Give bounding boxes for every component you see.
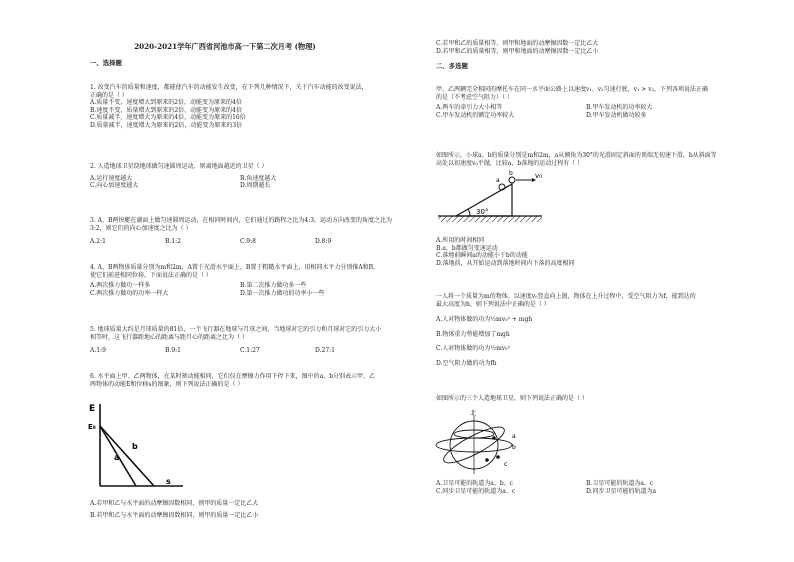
incline-projectile-figure [436, 170, 546, 232]
q9-option-a: A.人对物体做的功为½mv₀² + mgh [436, 316, 533, 323]
ball-a-label: a [496, 177, 500, 184]
q1-line-1: 1. 改变汽车的质量和速度，都能使汽车的动能发生改变，在下列几种情况下，关于汽车动能的改变说法， [90, 84, 368, 91]
line-a-label: a [114, 453, 120, 462]
q7-line-1: 甲、乙两辆完全相同的摩托车在同一水平面公路上以速度v₁、v₂匀速行驶，v₁ > v₂，下列各项说法正确 [436, 86, 709, 93]
q9-option-b: B.物体重力势能增加了mgh [436, 330, 510, 338]
q6-option-a: A.若甲和乙与水平面的动摩擦因数相同，则甲的质量一定比乙大 [90, 500, 259, 507]
q1-option-a: A.质量不变，速度增大到原来的2倍，动能变为原来的4倍 [90, 99, 242, 106]
q1-option-d: D.质量减半，速度增大为原来的2倍，动能变为原来的3倍 [90, 121, 243, 129]
orbit-b-label: b [512, 444, 516, 451]
q8-line-1: 如图所示，小球a、b的质量分别是m和2m，a从倾角为30°的光滑固定斜面的顶端无初速下滑，b从斜面等 [436, 152, 717, 159]
question-8-options [436, 237, 575, 267]
q4-option-d: D.第一次推力做功的功率小一些 [240, 289, 325, 297]
angle-label: 30° [476, 208, 489, 216]
q3-option-b: B.1:2 [165, 238, 181, 245]
question-3 [90, 217, 392, 246]
q4-option-a: A.两次推力做功一样多 [90, 282, 151, 289]
question-10 [436, 395, 588, 403]
q6-line-1: 6. 水平面上甲、乙两物体，在某时刻动能相同，它们仅在摩擦力作用下停下来，图中的a、b分别表示甲、乙 [90, 373, 376, 380]
q9-option-c: C.人对物体做的功为½mv₀² [436, 345, 510, 352]
q1-line-2: 正确的是（ ） [90, 91, 128, 99]
q7-option-a: A.两车的牵引力大小相等 [436, 104, 503, 111]
question-2 [90, 163, 390, 190]
q8-option-c: C.落地前瞬间a的动能小于b的动能 [436, 252, 528, 259]
satellite-orbits-figure [432, 408, 522, 480]
question-7 [436, 86, 736, 119]
question-6-continued [436, 40, 599, 55]
q10-option-c: C.同步卫星可能的轨道为a、c [436, 487, 516, 495]
q4-line-1: 4. A、B两物体质量分别为m和2m，A置于光滑水平面上，B置于粗糙水平面上，用相同水平力分别推A和B， [90, 264, 380, 271]
question-10-options [436, 480, 736, 495]
orbit-a-label: a [512, 433, 516, 440]
q2-option-b: B.角速度越大 [240, 174, 277, 182]
q3-line-2: 3:2，则它们的向心加速度之比为（ ） [90, 224, 192, 232]
q8-option-d: D.落地前，从开始运动到落地时间内下落的高度相同 [436, 259, 575, 267]
q6-option-b: B.若甲和乙与水平面的动摩擦因数相同，则甲的质量一定比乙小 [90, 511, 259, 519]
q9-option-d: D.空气阻力做的功为fh [436, 359, 497, 367]
q4-option-b: B.第二次推力做功多一些 [240, 282, 307, 289]
question-8 [436, 152, 717, 167]
v0-label: v₀ [535, 172, 542, 180]
q5-option-c: C.1:27 [240, 347, 260, 354]
question-5 [90, 326, 390, 355]
question-6 [90, 373, 375, 388]
q8-line-2: 高处以初速度v₀平抛，比较a、b落地的运动过程有（ ） [436, 159, 584, 167]
q5-option-b: B.9:1 [165, 347, 181, 354]
q1-option-c: C.质量减半，速度增大为原来的4倍，动能变为原来的16倍 [90, 114, 246, 121]
q10-option-b: B.卫星可能的轨道为a、c [586, 480, 654, 487]
q8-option-a: A.所用的时间相同 [436, 237, 485, 244]
line-b-label: b [132, 442, 138, 451]
q6-option-c: C.若甲和乙的质量相等，则甲和地面的动摩擦因数一定比乙大 [436, 40, 599, 47]
q10-line-1: 如图所示的三个人造地球卫星，则下列说法正确的是（ ） [436, 395, 588, 402]
q7-option-b: B.甲车发动机的功率较大 [586, 104, 653, 111]
axis-e-label: E [89, 404, 96, 414]
q3-option-a: A.2:1 [90, 238, 106, 245]
energy-displacement-graph [88, 398, 188, 493]
q4-option-c: C.两次推力做功的功率一样大 [90, 289, 169, 297]
q6-line-2: 两物体的动能E和位移s的图象，则下列说法正确的是（ ） [90, 380, 244, 388]
q2-line-1: 2. 人造地球卫星绕地球做匀速圆周运动，则离地面越近的卫星（ ） [90, 163, 268, 170]
q2-option-d: D.周期越长 [240, 182, 271, 189]
axis-s-label: s [166, 477, 171, 486]
q10-option-a: A.卫星可能的轨道为a、b、c [436, 480, 514, 487]
q9-line-2: 最大高度为h，则下列说法中正确的是（ ） [436, 300, 550, 308]
q5-line-1: 5. 地球质量大约是月球质量的81倍，一个飞行器在地球与月球之间，当地球对它的引力和月球对它的引力大小 [90, 326, 382, 333]
page-title: 2020-2021学年广西省河池市高一下第二次月考 (物理) [134, 42, 316, 51]
question-6-options [90, 500, 258, 519]
q3-line-1: 3. A、B两快艇在湖面上做匀速圆周运动，在相同时间内，它们通过的路程之比为4:3，运动方向改变的角度之比为 [90, 217, 393, 224]
q4-line-2: 使它们前进相同位移，下面说法正确的是（ ） [90, 271, 212, 279]
q3-option-c: C.9:8 [240, 238, 256, 245]
question-1 [90, 84, 368, 129]
q5-line-2: 相等时，这飞行器距地心的距离与距月心的距离之比为（ ） [90, 333, 248, 341]
q10-option-d: D.同步卫星可能的轨道为a [586, 487, 657, 495]
north-label: 北 [470, 410, 477, 417]
q9-line-1: 一人将一个质量为m的物体，以速度v₀竖直向上抛，物体在上升过程中，受空气阻力为f，能到达的 [436, 293, 696, 300]
question-9 [436, 293, 696, 367]
q7-line-2: 的是（不考虑空气阻力）（ ） [436, 93, 513, 101]
question-4 [90, 264, 390, 297]
q5-option-d: D.27:1 [315, 347, 335, 354]
e0-label: E₀ [88, 423, 96, 431]
ball-b-label: b [509, 170, 513, 177]
orbit-c-label: c [504, 461, 508, 468]
q7-option-d: D.甲车发动机做功较多 [586, 111, 647, 119]
q7-option-c: C.甲车发动机的额定功率较大 [436, 111, 515, 119]
section-1-heading: 一、选择题 [90, 59, 122, 67]
q3-option-d: D.8:9 [315, 238, 332, 245]
q6-option-d: D.若甲和乙的质量相等，则甲和地面的动摩擦因数一定比乙小 [436, 47, 599, 55]
q8-option-b: B.a、b都做匀变速运动 [436, 244, 498, 252]
q2-option-a: A.运行速度越大 [90, 174, 133, 182]
q1-option-b: B.速度不变，质量增大到原来的2倍，动能变为原来的4倍 [90, 106, 242, 114]
q2-option-c: C.向心加速度越大 [90, 182, 139, 189]
section-2-heading: 二、多选题 [436, 62, 468, 70]
q5-option-a: A.1:9 [90, 347, 106, 354]
